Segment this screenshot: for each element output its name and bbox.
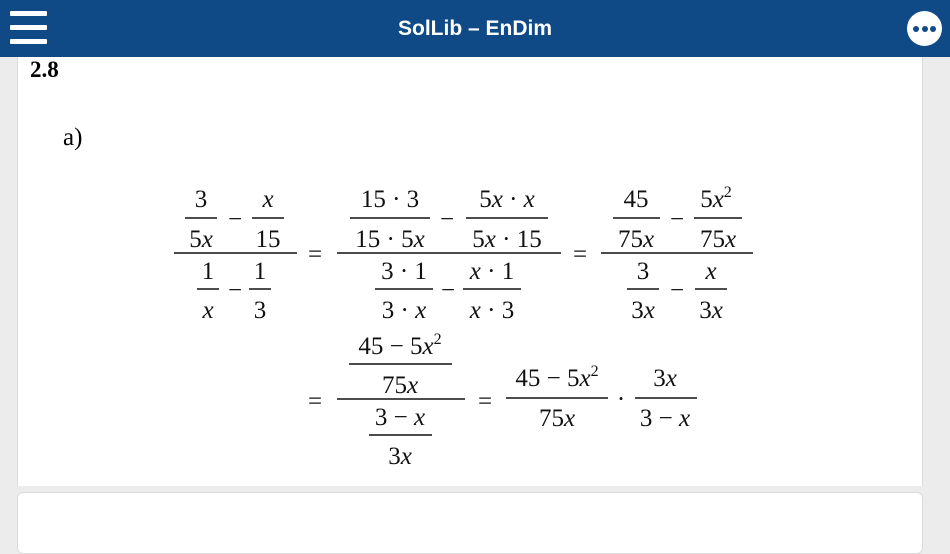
svg-text:5x2: $5x^2$ (700, 184, 732, 213)
svg-text:3 − x: 3 − x (639, 405, 691, 432)
svg-text:5x · 15: 5x · 15 (472, 226, 542, 253)
svg-text:75x: 75x (699, 226, 737, 253)
svg-text:75x: 75x (538, 405, 576, 432)
svg-text:45 − 5x2: $45 - 5x^2$ (358, 331, 442, 360)
svg-text:3 · 1: 3 · 1 (381, 258, 427, 285)
svg-text:3: 3 (194, 186, 208, 213)
svg-text:3x: 3x (388, 443, 412, 470)
svg-text:x · 3: x · 3 (469, 297, 515, 324)
svg-text:−: − (439, 206, 455, 233)
svg-text:45: 45 (623, 186, 649, 213)
svg-text:3: 3 (636, 258, 650, 285)
svg-text:3x: 3x (653, 365, 677, 392)
svg-text:3x: 3x (631, 297, 655, 324)
svg-text:−: − (440, 277, 456, 304)
svg-text:x: x (705, 258, 717, 285)
svg-text:x · 1: x · 1 (469, 258, 515, 285)
svg-text:x: x (202, 297, 214, 324)
svg-text:15 · 5x: 15 · 5x (355, 226, 425, 253)
svg-text:3: 3 (253, 297, 267, 324)
part-label: a) (63, 124, 83, 151)
section-number: 2.8 (30, 57, 59, 82)
svg-text:15 · 3: 15 · 3 (360, 186, 420, 213)
svg-text:3 − x: 3 − x (374, 404, 426, 431)
svg-text:3 · x: 3 · x (381, 297, 427, 324)
svg-text:5x: 5x (189, 226, 213, 253)
app-title: SolLib – EnDim (397, 17, 552, 40)
svg-text:1: 1 (253, 258, 267, 285)
svg-text:·: · (616, 386, 626, 413)
svg-text:1: 1 (201, 258, 215, 285)
svg-text:=: = (307, 241, 323, 268)
svg-text:3x: 3x (699, 297, 723, 324)
svg-text:x: x (262, 186, 274, 213)
svg-text:=: = (307, 388, 323, 415)
svg-text:−: − (669, 206, 685, 233)
svg-text:=: = (477, 388, 493, 415)
svg-text:75x: 75x (381, 372, 419, 399)
svg-text:5x · x: 5x · x (479, 186, 535, 213)
svg-text:=: = (572, 241, 588, 268)
svg-text:45 − 5x2: $45 - 5x^2$ (515, 363, 599, 392)
svg-text:15: 15 (255, 226, 281, 253)
svg-text:−: − (669, 277, 685, 304)
svg-text:−: − (227, 277, 243, 304)
svg-text:−: − (227, 206, 243, 233)
svg-text:75x: 75x (617, 226, 655, 253)
